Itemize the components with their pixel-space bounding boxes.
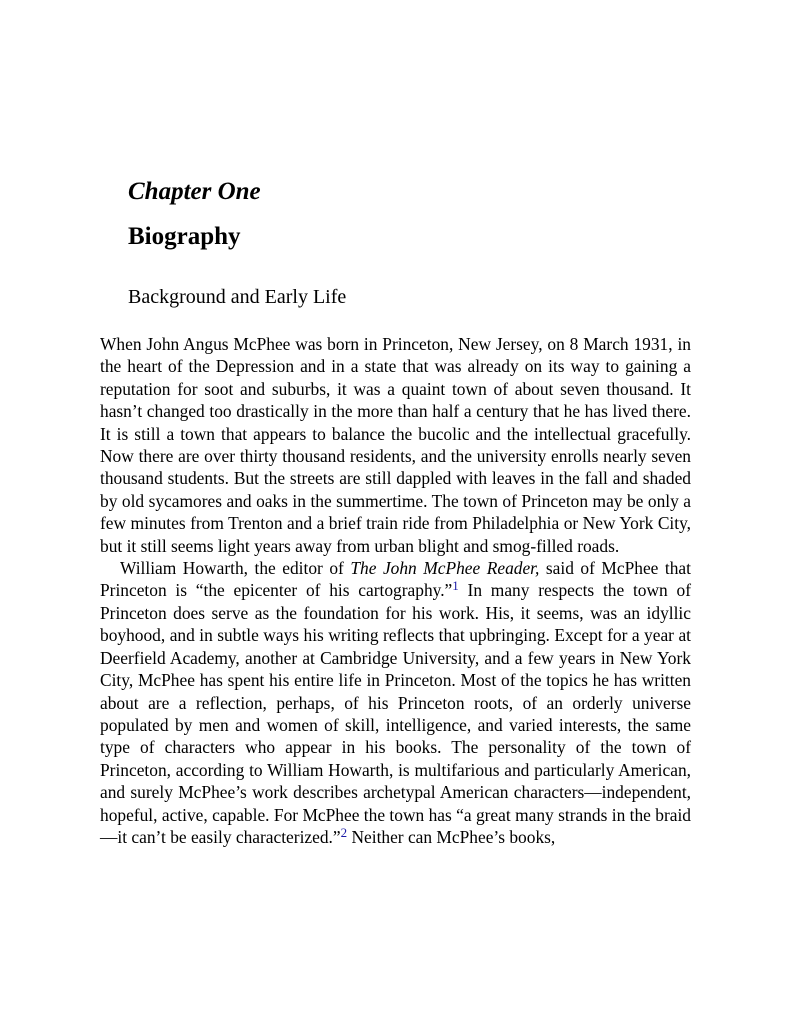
footnote-ref-2[interactable]: 2 [340,824,348,840]
chapter-label: Chapter One [128,178,261,205]
paragraph-2-end: Neither can McPhee’s books, [347,826,556,847]
paragraph-2-after-title: said of McPhee that Princeton is “the epicenter of his cartography.” [100,558,691,601]
chapter-title: Biography [128,223,241,250]
section-heading: Background and Early Life [128,286,347,308]
paragraph-1: When John Angus McPhee was born in Princeton, New Jersey, on 8 March 1931, in the heart of the Depression and in a state that was already on its way to gaining a reputation for soot and suburbs, it was a quaint town of about seven thousand. It hasn’t changed too drastically in the more than half a century that he has lived there. It is still a town that appears to balance the bucolic and the intellectual gracefully. Now there are over thirty thousand residents, and the university enrolls nearly seven thousand students. But the streets are still dappled with leaves in the fall and shaded by old sycamores and oaks in the summertime. The town of Princeton may be only a few minutes from Trenton and a brief train ride from Philadelphia or New York City, but it still seems light years away from urban blight and smog-filled roads. [100,334,691,556]
paragraph-2-middle: In many respects the town of Princeton does serve as the foundation for his work. His, it seems, was an idyllic boyhood, and in subtle ways his writing reflects that upbringing. Except for a year at Deerfield Academy, another at Cambridge University, and a few years in New York City, McPhee has spent his entire life in Princeton. Most of the topics he has written about are a reflection, perhaps, of his Princeton roots, of an orderly universe populated by men and women of skill, intelligence, and varied interests, the same type of characters who appear in his books. The personality of the town of Princeton, according to William Howarth, is multifarious and particularly American, and surely McPhee’s work describes archetypal American characters—independent, hopeful, active, capable. For McPhee the town has “a great many strands in the braid—it can’t be easily characterized.” [100,580,691,847]
footnote-ref-1[interactable]: 1 [452,578,459,594]
book-title: The John McPhee Reader, [350,558,540,579]
paragraph-2 [100,557,691,848]
body-text [100,333,691,848]
paragraph-2-intro: William Howarth, the editor of [120,558,351,579]
